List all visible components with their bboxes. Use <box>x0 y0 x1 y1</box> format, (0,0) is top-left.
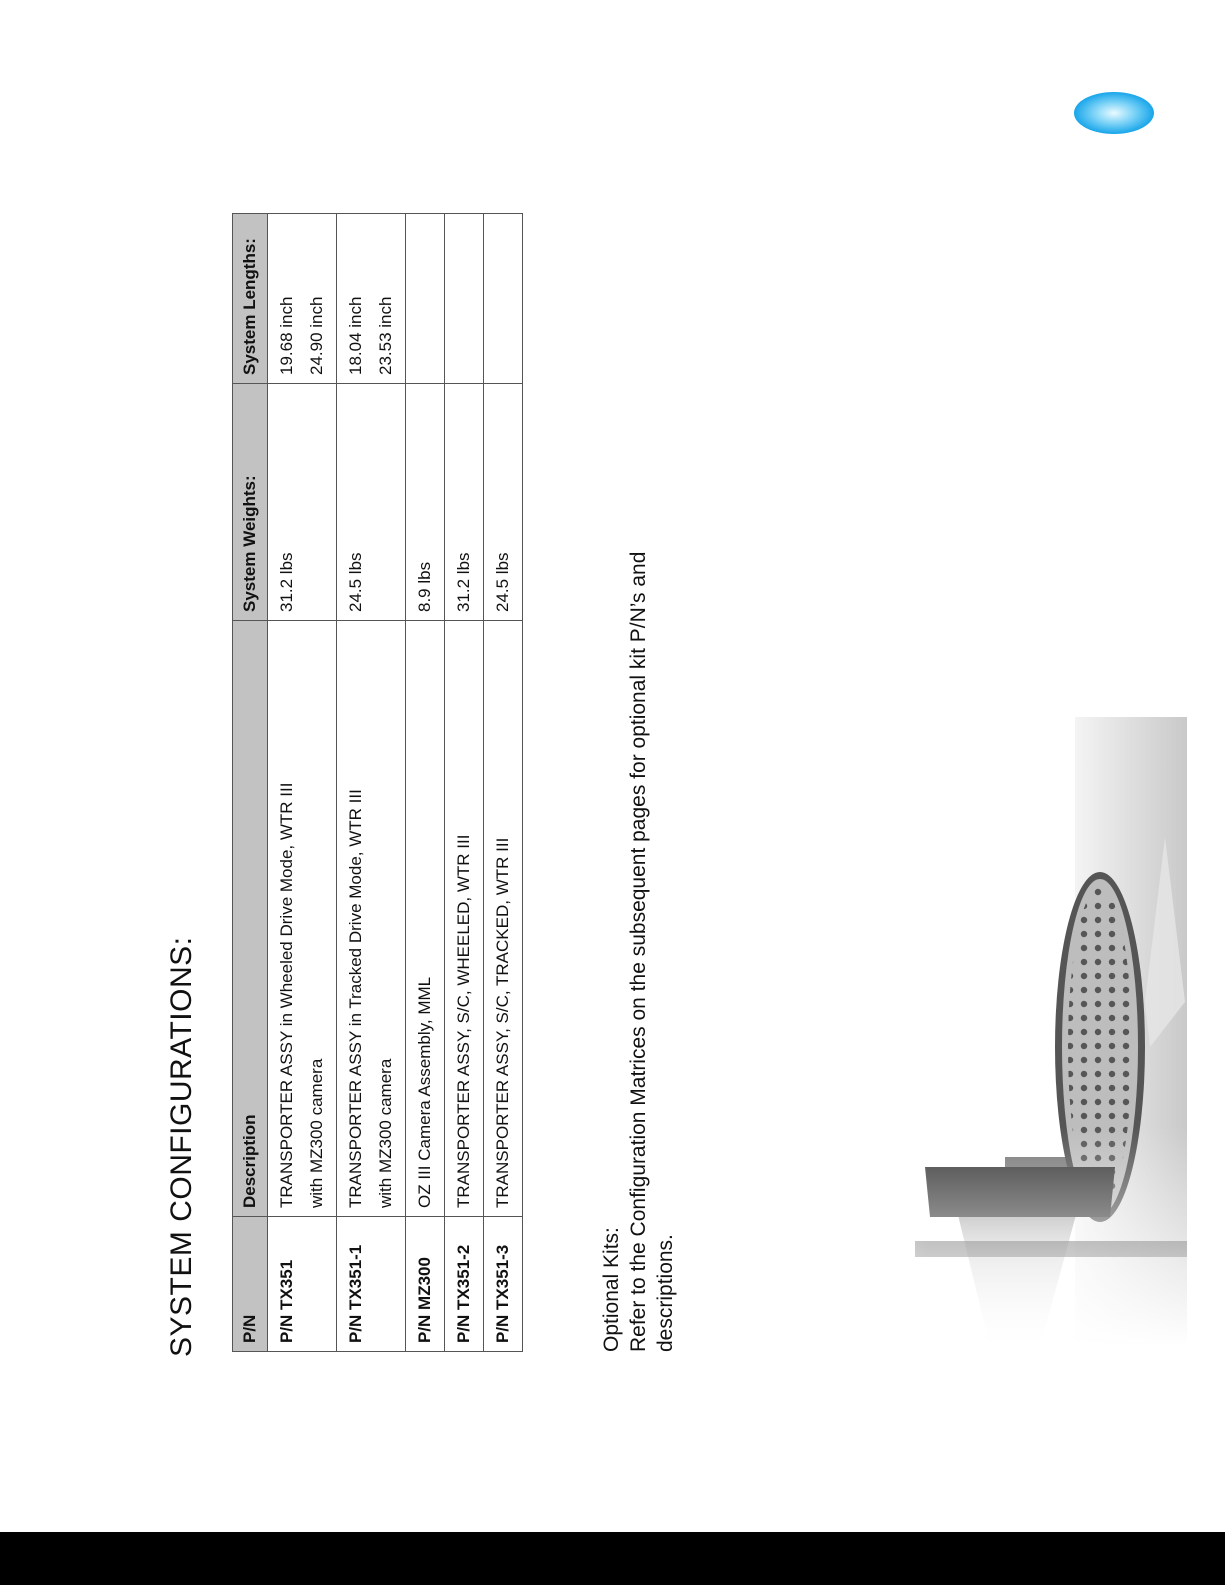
cell-weight: 31.2 lbs <box>445 384 484 621</box>
table-row <box>337 214 406 1352</box>
header-system-weights: System Weights: <box>233 384 268 621</box>
cell-pn: P/N TX351-2 <box>445 1217 484 1352</box>
cell-length <box>337 214 406 384</box>
page-title: SYSTEM CONFIGURATIONS: <box>165 936 198 1357</box>
cell-description: TRANSPORTER ASSY, S/C, WHEELED, WTR III <box>445 621 484 1217</box>
cell-length <box>484 214 523 384</box>
table-row <box>406 214 445 1352</box>
cell-description: TRANSPORTER ASSY, S/C, TRACKED, WTR III <box>484 621 523 1217</box>
table-row <box>268 214 337 1352</box>
system-configurations-table <box>232 213 523 1352</box>
cell-weight: 8.9 lbs <box>406 384 445 621</box>
cell-weight: 24.5 lbs <box>484 384 523 621</box>
cell-length <box>445 214 484 384</box>
cell-length <box>268 214 337 384</box>
length-line: 18.04 inch <box>346 296 365 375</box>
description-line: with MZ300 camera <box>376 1058 395 1208</box>
optional-kits-text: Refer to the Configuration Matrices on the subsequent pages for optional kit P/N’s and <box>627 551 650 1352</box>
bottom-border <box>0 1532 1225 1585</box>
length-line: 24.90 inch <box>307 296 326 375</box>
table-row <box>484 214 523 1352</box>
table-row <box>445 214 484 1352</box>
header-system-lengths: System Lengths: <box>233 214 268 384</box>
cell-pn: P/N MZ300 <box>406 1217 445 1352</box>
description-line: TRANSPORTER ASSY in Tracked Drive Mode, WTR III <box>346 789 365 1208</box>
length-line: 23.53 inch <box>376 296 395 375</box>
header-description: Description <box>233 621 268 1217</box>
header-pn: P/N <box>233 1217 268 1352</box>
cell-weight: 24.5 lbs <box>337 384 406 621</box>
traffic-cones-manhole-photo <box>755 717 1187 1347</box>
cell-pn: P/N TX351-3 <box>484 1217 523 1352</box>
optional-kits-title: Optional Kits: <box>600 1227 623 1352</box>
optional-kits-note <box>598 352 679 1352</box>
cell-description: OZ III Camera Assembly, MML <box>406 621 445 1217</box>
description-line: TRANSPORTER ASSY in Wheeled Drive Mode, WTR III <box>277 782 296 1208</box>
cell-length <box>406 214 445 384</box>
length-line: 19.68 inch <box>277 296 296 375</box>
cell-pn: P/N TX351-1 <box>337 1217 406 1352</box>
description-line: with MZ300 camera <box>307 1058 326 1208</box>
cell-description <box>268 621 337 1217</box>
cell-weight: 31.2 lbs <box>268 384 337 621</box>
cell-description <box>337 621 406 1217</box>
optional-kits-text: descriptions. <box>654 1234 677 1352</box>
cell-pn: P/N TX351 <box>268 1217 337 1352</box>
table-header-row <box>233 214 268 1352</box>
